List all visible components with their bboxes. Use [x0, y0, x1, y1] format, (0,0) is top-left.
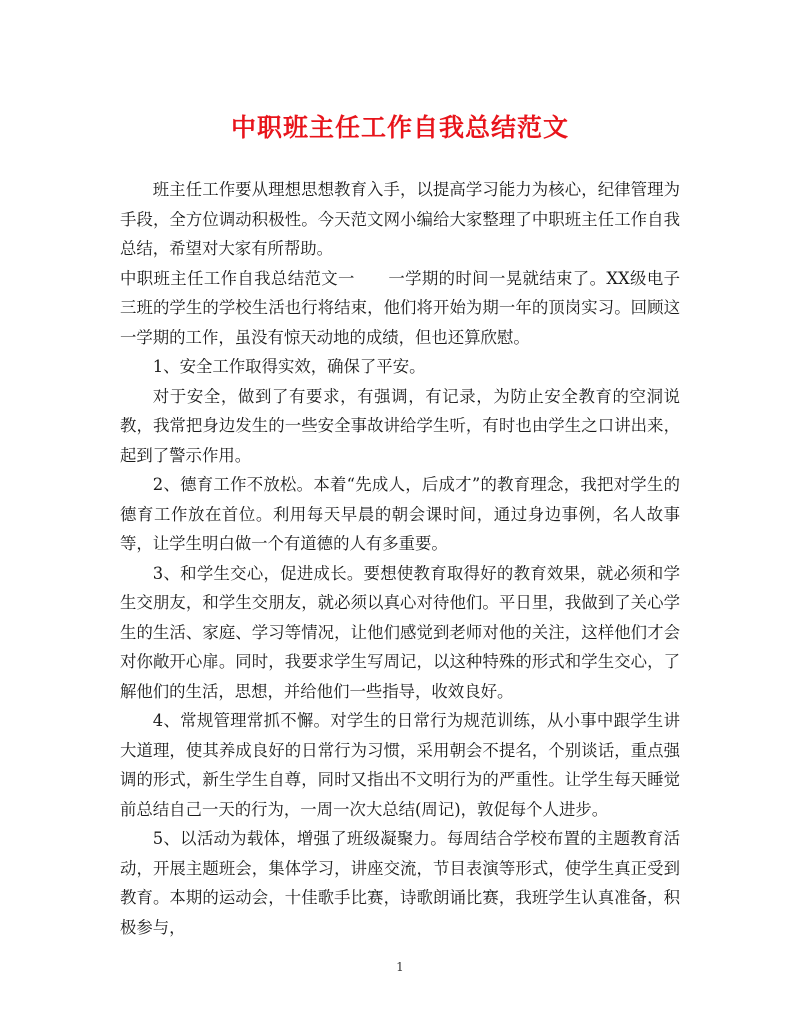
paragraph-item-5: 5、以活动为载体，增强了班级凝聚力。每周结合学校布置的主题教育活动，开展主题班会，集体学习，讲座交流，节目表演等形式，使学生真正受到教育。本期的运动会，十佳歌手比赛，诗歌朗诵比赛，我班学生认真准备，积极参与，: [120, 829, 680, 937]
paragraph-item-1-heading: 1、安全工作取得实效，确保了平安。: [152, 357, 426, 376]
document-body: [120, 175, 680, 942]
page-number: 1: [396, 960, 404, 974]
paragraph-item-3: 3、和学生交心，促进成长。要想使教育取得好的教育效果，就必须和学生交朋友，和学生交朋友，就必须以真心对待他们。平日里，我做到了关心学生的生活、家庭、学习等情况，让他们感觉到老师对他的关注，这样他们才会对你敞开心扉。同时，我要求学生写周记，以这种特殊的形式和学生交心，了解他们的生活，思想，并给他们一些指导，收效良好。: [120, 563, 680, 701]
paragraph-item-2: 2、德育工作不放松。本着“先成人，后成才”的教育理念，我把对学生的德育工作放在首位。利用每天早晨的朝会课时间，通过身边事例，名人故事等，让学生明白做一个有道德的人有多重要。: [120, 475, 680, 553]
document-title: 中职班主任工作自我总结范文: [230, 113, 569, 142]
paragraph-intro: 班主任工作要从理想思想教育入手，以提高学习能力为核心，纪律管理为手段，全方位调动积极性。今天范文网小编给大家整理了中职班主任工作自我总结，希望对大家有所帮助。: [120, 180, 680, 258]
paragraph-section-one: 中职班主任工作自我总结范文一 一学期的时间一晃就结束了。XX级电子三班的学生的学校生活也行将结束，他们将开始为期一年的顶岗实习。回顾这一学期的工作，虽没有惊天动地的成绩，但也还算欣慰。: [120, 268, 680, 347]
paragraph-item-4: 4、常规管理常抓不懈。对学生的日常行为规范训练，从小事中跟学生讲大道理，使其养成良好的日常行为习惯，采用朝会不提名，个别谈话，重点强调的形式，新生学生自尊，同时又指出不文明行为的严重性。让学生每天睡觉前总结自己一天的行为，一周一次大总结(周记)，敦促每个人进步。: [120, 711, 680, 819]
paragraph-safety: 对于安全，做到了有要求，有强调，有记录，为防止安全教育的空洞说教，我常把身边发生的一些安全事故讲给学生听，有时也由学生之口讲出来，起到了警示作用。: [120, 386, 680, 465]
